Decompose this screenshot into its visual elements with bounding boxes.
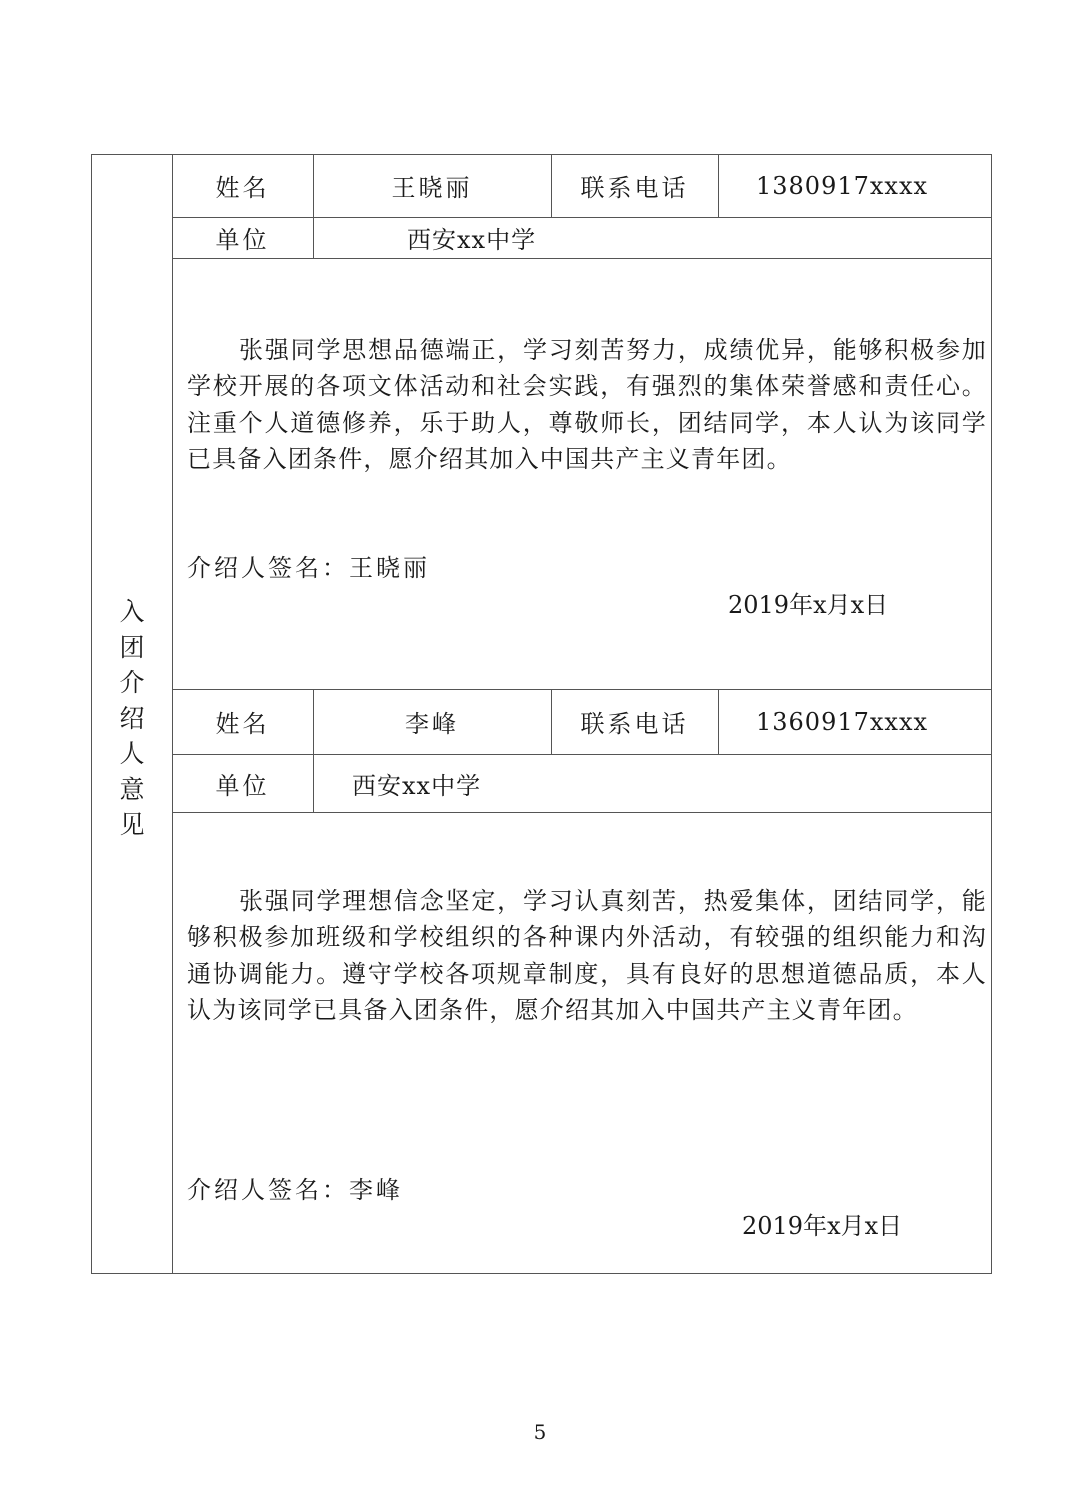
- opinion-text: 张强同学理想信念坚定，学习认真刻苦，热爱集体，团结同学，能够积极参加班级和学校组织的各种课内外活动，有较强的组织能力和沟通协调能力。遵守学校各项规章制度，具有良好的思想道德品质，本人认为该同学已具备入团条件，愿介绍其加入中国共产主义青年团。: [187, 887, 987, 1025]
- phone-value: 1380917xxxx: [756, 171, 929, 200]
- section-label-char: 介: [119, 668, 145, 697]
- name-label: 姓名: [215, 174, 270, 202]
- section-label-char: 入: [119, 597, 145, 626]
- signature-line: [187, 548, 430, 583]
- table-divider: [172, 812, 992, 813]
- name-value: 王晓丽: [391, 174, 473, 202]
- name-value: 李峰: [405, 710, 459, 738]
- signature-label: 介绍人签名：: [187, 1176, 349, 1204]
- phone-label: 联系电话: [580, 710, 689, 738]
- signature-value: 王晓丽: [349, 554, 430, 582]
- unit-label: 单位: [215, 226, 270, 254]
- unit-label: 单位: [215, 771, 270, 800]
- page-number: 5: [533, 1420, 547, 1444]
- table-divider: [718, 689, 719, 754]
- section-label-char: 人: [119, 739, 145, 768]
- opinion-text: 张强同学思想品德端正，学习刻苦努力，成绩优异，能够积极参加学校开展的各项文体活动和社会实践，有强烈的集体荣誉感和责任心。注重个人道德修养，乐于助人，尊敬师长，团结同学，本人认为该同学已具备入团条件，愿介绍其加入中国共产主义青年团。: [187, 336, 987, 474]
- date-text: 2019年x月x日: [728, 591, 889, 619]
- section-label-char: 团: [119, 632, 145, 662]
- phone-value: 1360917xxxx: [756, 707, 929, 736]
- signature-label: 介绍人签名：: [187, 554, 349, 582]
- phone-label: 联系电话: [580, 174, 689, 202]
- unit-value: 西安xx中学: [352, 771, 482, 800]
- signature-line: [187, 1170, 403, 1205]
- unit-value: 西安xx中学: [407, 226, 537, 254]
- section-label-char: 绍: [119, 703, 145, 733]
- section-label-char: 意: [119, 774, 145, 804]
- section-label: [92, 594, 172, 843]
- table-divider: [718, 154, 719, 217]
- name-label: 姓名: [215, 710, 270, 738]
- table-divider: [172, 258, 992, 259]
- section-label-char: 见: [119, 810, 145, 839]
- date-text: 2019年x月x日: [742, 1212, 903, 1240]
- signature-value: 李峰: [349, 1176, 403, 1204]
